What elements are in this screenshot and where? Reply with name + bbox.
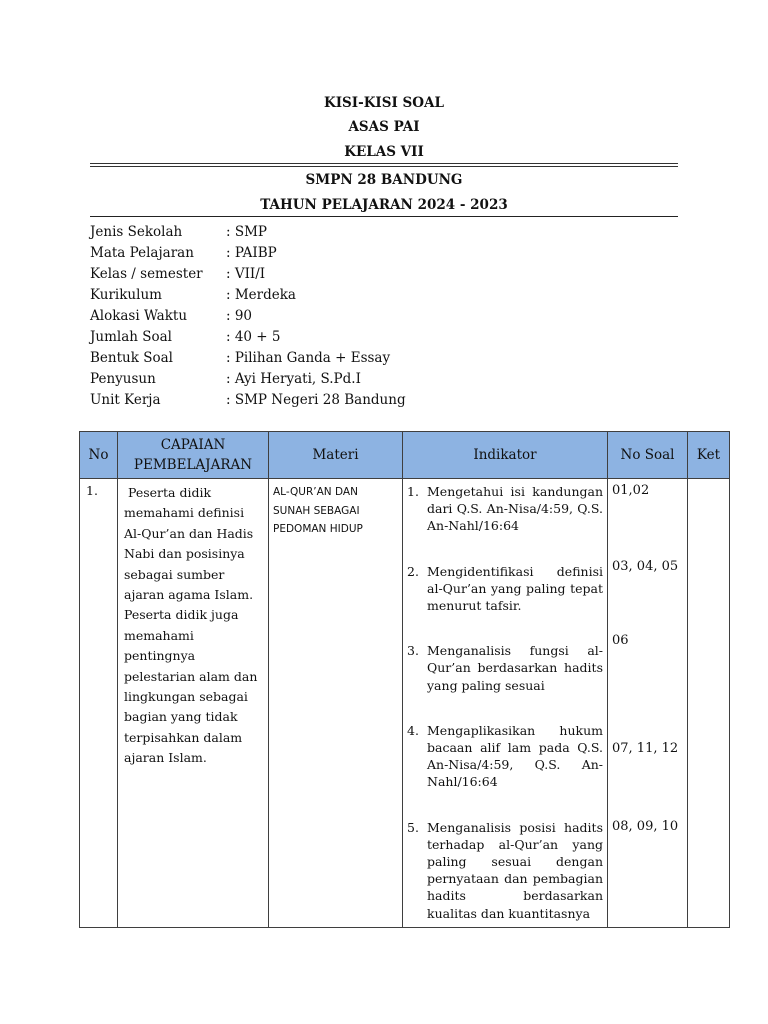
indikator-number: 2. — [407, 563, 419, 579]
header-no: No — [80, 432, 118, 479]
meta-row — [90, 222, 590, 243]
table-header-row — [80, 432, 730, 479]
header-indikator: Indikator — [403, 432, 608, 479]
indikator-number: 1. — [407, 484, 419, 499]
meta-label: Kelas / semester — [90, 266, 203, 282]
school-name: SMPN 28 BANDUNG — [305, 172, 463, 188]
title-kisi-kisi: KISI-KISI SOAL — [323, 95, 444, 111]
cell-indikator — [403, 479, 608, 928]
meta-value: : Pilihan Ganda + Essay — [226, 350, 391, 366]
meta-label: Bentuk Soal — [90, 350, 173, 366]
meta-row — [90, 243, 590, 264]
indikator-text: Mengetahui isi kandungan dari Q.S. An-Nisa/4:59, Q.S. An-Nahl/16:64 — [427, 484, 603, 534]
no-soal-list — [612, 483, 683, 923]
meta-label: Unit Kerja — [90, 392, 161, 408]
header-capaian: CAPAIAN PEMBELAJARAN — [118, 432, 269, 479]
meta-label: Penyusun — [90, 371, 156, 387]
indikator-text: Menganalisis posisi hadits terhadap al-Qur’an yang paling sesuai dengan pernyataan dan pembagian hadits berdasarkan kualitas dan kuantitasnya — [427, 819, 603, 921]
meta-value: : SMP — [226, 224, 267, 240]
meta-row — [90, 285, 590, 306]
indikator-list — [407, 483, 603, 922]
indikator-item — [407, 563, 603, 615]
divider — [90, 216, 678, 217]
indikator-text: Mengidentifikasi definisi al-Qur’an yang paling tepat menurut tafsir. — [427, 563, 603, 614]
double-divider — [90, 163, 678, 167]
meta-value: : 90 — [226, 308, 253, 324]
capaian-text: Peserta didik memahami definisi Al-Qur’an dan Hadis Nabi dan posisinya sebagai sumber ajaran agama Islam. Peserta didik juga memahami pentingnya pelestarian alam dan lingkungan sebagai bagian yang tidak terpisahkan dalam ajaran Islam. — [124, 485, 258, 766]
meta-label: Alokasi Waktu — [90, 308, 188, 324]
title-kelas: KELAS VII — [344, 144, 424, 160]
no-soal-item: 07, 11, 12 — [612, 741, 679, 756]
kisi-kisi-table — [79, 431, 730, 928]
title-asas-pai: ASAS PAI — [348, 119, 420, 135]
meta-row — [90, 264, 590, 285]
indikator-number: 4. — [407, 722, 419, 738]
meta-row — [90, 327, 590, 348]
cell-no-soal — [608, 479, 688, 928]
meta-row — [90, 369, 590, 390]
meta-value: : VII/I — [226, 266, 266, 282]
cell-no: 1. — [80, 479, 118, 928]
no-soal-item: 01,02 — [612, 483, 650, 498]
meta-label: Mata Pelajaran — [90, 245, 194, 261]
meta-value: : PAIBP — [226, 245, 277, 261]
indikator-number: 5. — [407, 819, 419, 835]
no-soal-item: 08, 09, 10 — [612, 819, 679, 834]
academic-year: TAHUN PELAJARAN 2024 - 2023 — [260, 197, 508, 213]
indikator-text: Mengaplikasikan hukum bacaan alif lam pada Q.S. An-Nisa/4:59, Q.S. An-Nahl/16:64 — [427, 722, 603, 790]
indikator-text: Menganalisis fungsi al-Qur’an berdasarkan hadits yang paling sesuai — [427, 643, 603, 693]
meta-value: : 40 + 5 — [226, 329, 281, 345]
no-soal-item: 06 — [612, 633, 629, 648]
meta-value: : SMP Negeri 28 Bandung — [226, 392, 406, 408]
meta-label: Kurikulum — [90, 287, 162, 303]
table-row — [80, 479, 730, 928]
meta-value: : Merdeka — [226, 287, 296, 303]
indikator-item — [407, 722, 603, 791]
cell-ket — [688, 479, 730, 928]
indikator-item — [407, 642, 603, 694]
meta-label: Jumlah Soal — [90, 329, 173, 345]
indikator-number: 3. — [407, 643, 419, 659]
meta-row — [90, 348, 590, 369]
meta-info — [90, 222, 590, 411]
indikator-item — [407, 483, 603, 535]
header-ket: Ket — [688, 432, 730, 479]
no-soal-item: 03, 04, 05 — [612, 559, 679, 574]
meta-row — [90, 390, 590, 411]
cell-materi: AL-QUR’AN DAN SUNAH SEBAGAI PEDOMAN HIDUP — [269, 479, 403, 928]
meta-row — [90, 306, 590, 327]
header-no-soal: No Soal — [608, 432, 688, 479]
meta-value: : Ayi Heryati, S.Pd.I — [226, 371, 361, 387]
cell-capaian — [118, 479, 269, 928]
meta-label: Jenis Sekolah — [90, 224, 183, 240]
header-materi: Materi — [269, 432, 403, 479]
indikator-item — [407, 819, 603, 922]
